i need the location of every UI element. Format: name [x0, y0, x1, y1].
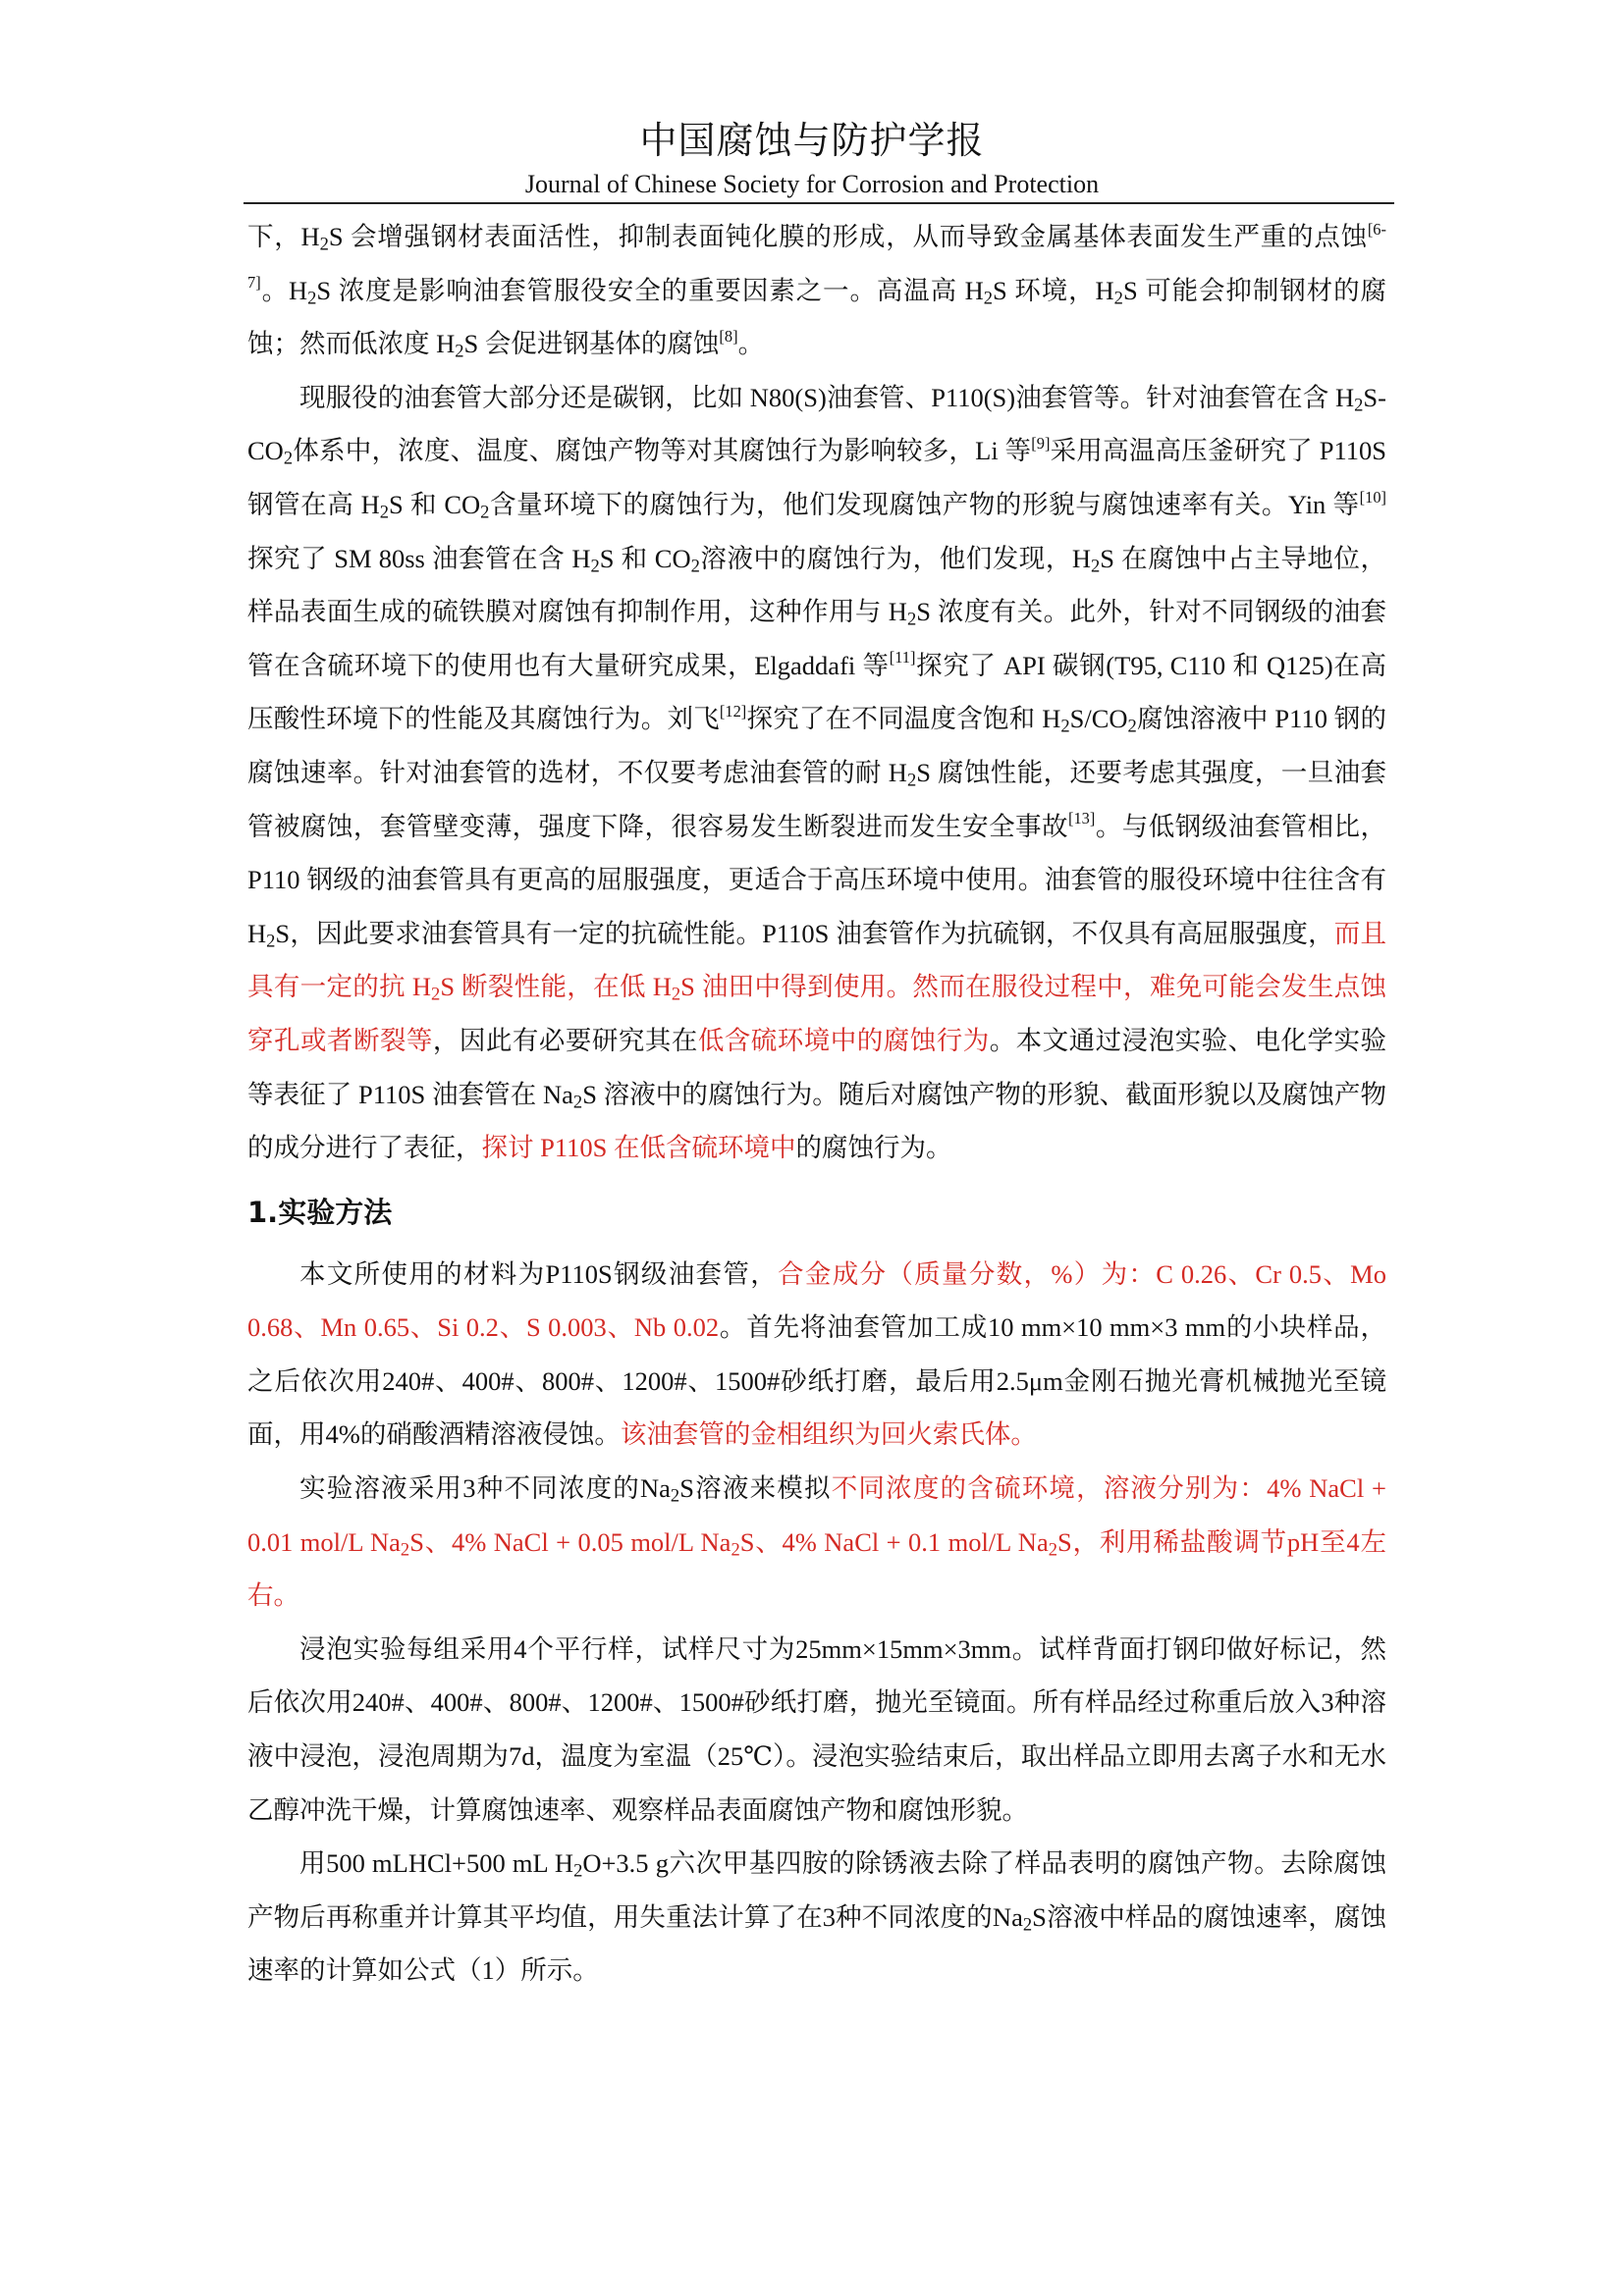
section-heading: 1.实验方法 [247, 1195, 393, 1229]
citation: [12] [719, 701, 747, 721]
highlighted-text: 而且具有一定的抗 $H_2S$ 断裂性能，在低 $H_2S$ 油田中得到使用。然而在服役过程中，难免可能会发生点蚀穿孔或者断裂等 [247, 918, 1387, 1055]
citation: [11] [889, 648, 916, 667]
highlighted-text: 低含硫环境中的腐蚀行为 [697, 1025, 990, 1055]
highlighted-text: 合金成分（质量分数，%）为：C 0.26、Cr 0.5、Mo 0.68、Mn 0.65、Si 0.2、S 0.003、Nb 0.02 [247, 1258, 1386, 1343]
paragraph-5: 浸泡实验每组采用4个平行样，试样尺寸为25mm×15mm×3mm。试样背面打钢印做好标记，然后依次用240#、400#、800#、1200#、1500#砂纸打磨，抛光至镜面。所有样品经过称重后放入3种溶液中浸泡，浸泡周期为7d，温度为室温（25℃）。浸泡实验结束后，取出样品立即用去离子水和无水乙醇冲洗干燥，计算腐蚀速率、观察样品表面腐蚀产物和腐蚀形貌。 [247, 1633, 1386, 1825]
citation: [8] [719, 326, 738, 346]
article-body [247, 210, 1386, 1998]
highlighted-text: 探讨 P110S 在低含硫环境中 [481, 1133, 796, 1163]
citation: [9] [1031, 433, 1051, 453]
paragraph-6: 用500 mLHCl+500 mL $H_2O+3.5$ g六次甲基四胺的除锈液去除了样品表明的腐蚀产物。去除腐蚀产物后再称重并计算其平均值，用失重法计算了在3种不同浓度的$Na_2S$溶液中样品的腐蚀速率，腐蚀速率的计算如公式（1）所示。 [247, 1848, 1387, 1986]
journal-title-chinese: 中国腐蚀与防护学报 [639, 119, 985, 162]
paragraph-4: 实验溶液采用3种不同浓度的$Na_2S$溶液来模拟不同浓度的含硫环境，溶液分别为：4% NaCl + 0.01 mol/L $Na_2S$、4% NaCl + 0.05 mol/L $Na_2S$、4% NaCl + 0.1 mol/L $Na_2S$，利用稀盐酸调节pH至4左右。 [247, 1473, 1386, 1611]
paragraph-2: 现服役的油套管大部分还是碳钢，比如 N80(S)油套管、P110(S)油套管等。针对油套管在含 $H_2S-CO_2$体系中，浓度、温度、腐蚀产物等对其腐蚀行为影响较多，Li 等[9]采用高温高压釜研究了 P110S 钢管在高 $H_2S$ 和 $CO_2$含量环境下的腐蚀行为，他们发现腐蚀产物的形貌与腐蚀速率有关。Yin 等[10]探究了 SM 80ss 油套管在含 $H_2S$ 和 $CO_2$溶液中的腐蚀行为，他们发现，$H_2S$ 在腐蚀中占主导地位，样品表面生成的硫铁膜对腐蚀有抑制作用，这种作用与 $H_2S$ 浓度有关。此外，针对不同钢级的油套管在含硫环境下的使用也有大量研究成果，Elgaddafi 等[11]探究了 API 碳钢(T95, C110 和 Q125)在高压酸性环境下的性能及其腐蚀行为。刘飞[12]探究了在不同温度含饱和 $H_2S/CO_2$腐蚀溶液中 P110 钢的腐蚀速率。针对油套管的选材，不仅要考虑油套管的耐 $H_2S$ 腐蚀性能，还要考虑其强度，一旦油套管被腐蚀，套管壁变薄，强度下降，很容易发生断裂进而发生安全事故[13]。与低钢级油套管相比，P110 钢级的油套管具有更高的屈服强度，更适合于高压环境中使用。油套管的服役环境中往往含有 $H_2S$，因此要求油套管具有一定的抗硫性能。P110S 油套管作为抗硫钢，不仅具有高屈服强度，而且具有一定的抗 $H_2S$ 断裂性能，在低 $H_2S$ 油田中得到使用。然而在服役过程中，难免可能会发生点蚀穿孔或者断裂等，因此有必要研究其在低含硫环境中的腐蚀行为。本文通过浸泡实验、电化学实验等表征了 P110S 油套管在 $Na_2S$ 溶液中的腐蚀行为。随后对腐蚀产物的形貌、截面形貌以及腐蚀产物的成分进行了表征，探讨 P110S 在低含硫环境中的腐蚀行为。 [247, 382, 1387, 1163]
highlighted-text: 该油套管的金相组织为回火索氏体。 [620, 1419, 1037, 1450]
header-divider [244, 202, 1394, 204]
journal-title-english: Journal of Chinese Society for Corrosion and Protection [524, 170, 1100, 198]
paragraph-1: 下，$H_2S$ 会增强钢材表面活性，抑制表面钝化膜的形成，从而导致金属基体表面发生严重的点蚀[6-7]。$H_2S$ 浓度是影响油套管服役安全的重要因素之一。高温高 $H_2S$ 环境，$H_2S$ 可能会抑制钢材的腐蚀；然而低浓度 $H_2S$ 会促进钢基体的腐蚀[8]。 [247, 219, 1386, 362]
highlighted-text: 不同浓度的含硫环境，溶液分别为：4% NaCl + 0.01 mol/L $Na_2S$、4% NaCl + 0.05 mol/L $Na_2S$、4% NaCl + 0.1 mol/L $Na_2S$，利用稀盐酸调节pH至4左右。 [247, 1473, 1386, 1611]
citation: [10] [1359, 487, 1386, 507]
paragraph-3: 本文所使用的材料为P110S钢级油套管，合金成分（质量分数，%）为：C 0.26、Cr 0.5、Mo 0.68、Mn 0.65、Si 0.2、S 0.003、Nb 0.02。首先将油套管加工成10 mm×10 mm×3 mm的小块样品，之后依次用240#、400#、800#、1200#、1500#砂纸打磨，最后用2.5μm金刚石抛光膏机械抛光至镜面，用4%的硝酸酒精溶液侵蚀。该油套管的金相组织为回火索氏体。 [247, 1258, 1386, 1450]
citation: [6-7] [247, 219, 1386, 293]
citation: [13] [1068, 809, 1096, 828]
